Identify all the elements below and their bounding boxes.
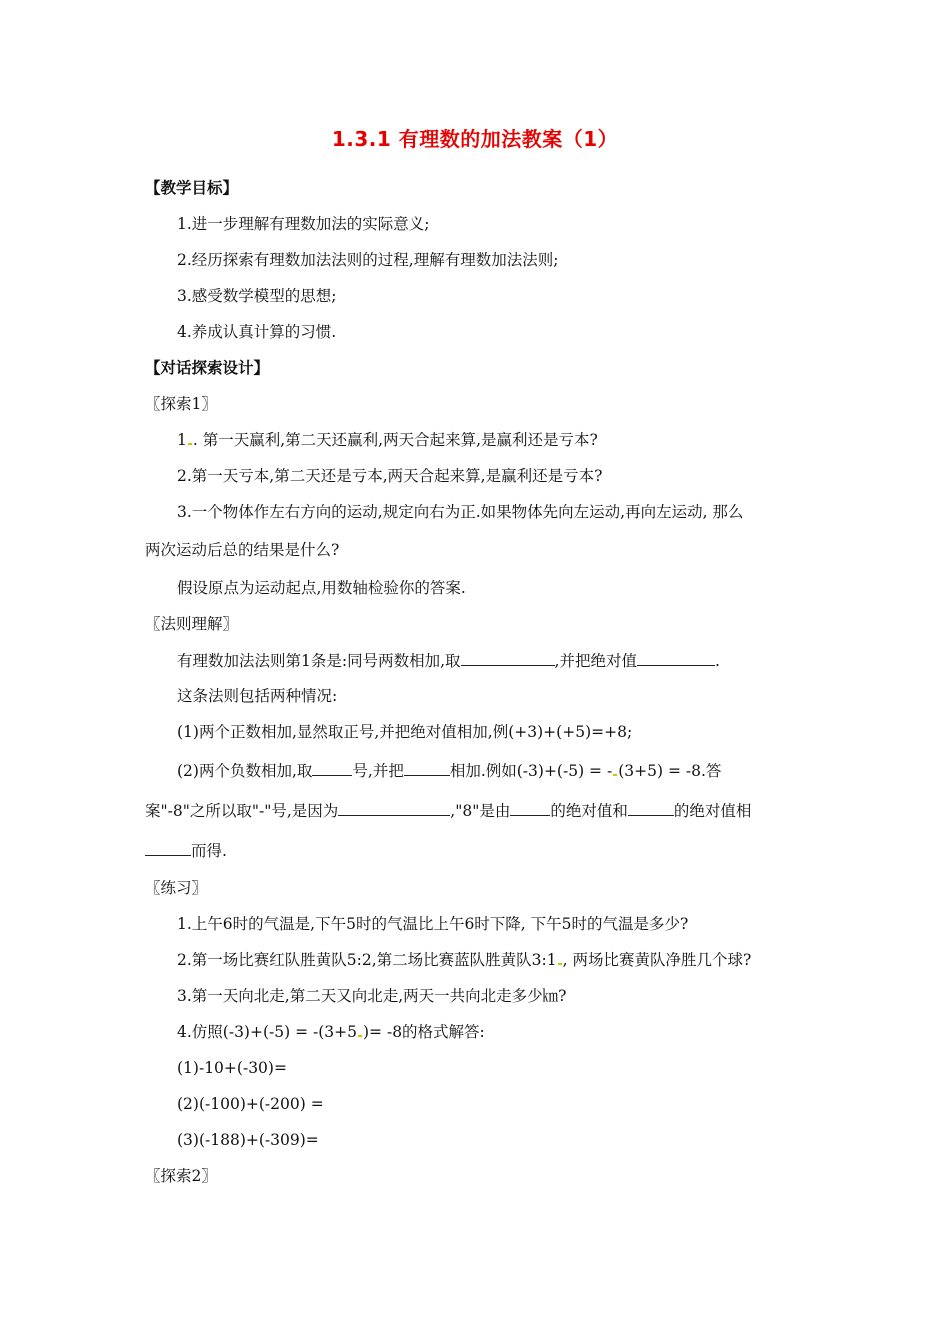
- practice-item-3: 3.第一天向北走,第二天又向北走,两天一共向北走多少㎞?: [177, 987, 567, 1005]
- exercise-3: (3)(-188)+(-309)=: [177, 1131, 319, 1149]
- case2-text-d: (3+5) = -8.答: [618, 762, 722, 780]
- objective-item-3: 3.感受数学模型的思想;: [177, 287, 337, 305]
- explore1-q1-number: 1: [177, 431, 187, 449]
- fill-blank: [637, 650, 715, 666]
- highlight-mark: [613, 774, 617, 776]
- fill-blank: [312, 760, 352, 776]
- explore2-heading: 〖探索2〗: [145, 1167, 217, 1185]
- practice-heading: 〖练习〗: [145, 879, 208, 897]
- fill-blank: [404, 760, 450, 776]
- fill-blank: [510, 800, 550, 816]
- practice-p2-a: 2.第一场比赛红队胜黄队5:2,第二场比赛蓝队胜黄队3:1: [177, 951, 557, 969]
- highlight-mark: [558, 963, 562, 965]
- fill-blank: [338, 800, 450, 816]
- highlight-mark: [358, 1035, 362, 1037]
- explore1-question-3-line1: 3.一个物体作左右方向的运动,规定向右为正.如果物体先向左运动,再向左运动, 那么: [177, 503, 744, 521]
- case2-text-a: (2)两个负数相加,取: [177, 762, 313, 780]
- rule-case-2-line1: [177, 760, 721, 781]
- fill-blank: [145, 840, 191, 856]
- rule-case-2-line3: [145, 840, 227, 861]
- rule-statement: [177, 650, 720, 671]
- case2-text-g: 的绝对值和: [550, 802, 628, 820]
- case2-text-h: 的绝对值相: [673, 802, 752, 820]
- practice-p4-a: 4.仿照(-3)+(-5) = -(3+5: [177, 1023, 357, 1041]
- practice-item-1: 1.上午6时的气温是,下午5时的气温比上午6时下降, 下午5时的气温是多少?: [177, 915, 689, 933]
- exercise-1: (1)-10+(-30)=: [177, 1059, 287, 1077]
- case2-text-b: 号,并把: [352, 762, 404, 780]
- case2-text-f: ,"8"是由: [450, 802, 511, 820]
- practice-item-2: [177, 950, 751, 970]
- rule-text-b: ,并把绝对值: [554, 652, 637, 670]
- explore1-hint: 假设原点为运动起点,用数轴检验你的答案.: [177, 579, 466, 597]
- explore1-heading: 〖探索1〗: [145, 395, 217, 413]
- rule-case-1: (1)两个正数相加,显然取正号,并把绝对值相加,例(+3)+(+5)=+8;: [177, 723, 633, 741]
- objective-item-2: 2.经历探索有理数加法法则的过程,理解有理数加法法则;: [177, 251, 559, 269]
- document-title: 1.3.1 有理数的加法教案（1）: [331, 127, 619, 151]
- case2-text-i: 而得.: [191, 842, 227, 860]
- explore1-question-2: 2.第一天亏本,第二天还是亏本,两天合起来算,是赢利还是亏本?: [177, 467, 603, 485]
- case2-text-c: 相加.例如(-3)+(-5) = -: [449, 762, 613, 780]
- design-heading: 【对话探索设计】: [145, 358, 270, 377]
- objective-item-1: 1.进一步理解有理数加法的实际意义;: [177, 215, 430, 233]
- explore1-question-3-line2: 两次运动后总的结果是什么?: [145, 541, 340, 559]
- explore1-question-1: [177, 430, 598, 450]
- rule-text-c: .: [714, 652, 720, 670]
- explore1-q1-text: . 第一天赢利,第二天还赢利,两天合起来算,是赢利还是亏本?: [192, 431, 598, 449]
- fill-blank: [628, 800, 674, 816]
- rule-cases-intro: 这条法则包括两种情况:: [177, 687, 338, 705]
- case2-text-e: 案"-8"之所以取"-"号,是因为: [145, 802, 339, 820]
- rule-heading: 〖法则理解〗: [145, 615, 239, 633]
- exercise-2: (2)(-100)+(-200) =: [177, 1095, 324, 1113]
- fill-blank: [461, 650, 555, 666]
- highlight-mark: [188, 443, 192, 445]
- rule-text-a: 有理数加法法则第1条是:同号两数相加,取: [177, 652, 461, 670]
- rule-case-2-line2: [145, 800, 751, 821]
- practice-item-4: [177, 1022, 485, 1042]
- objective-item-4: 4.养成认真计算的习惯.: [177, 323, 337, 341]
- objectives-heading: 【教学目标】: [145, 178, 239, 197]
- practice-p2-b: , 两场比赛黄队净胜几个球?: [562, 951, 752, 969]
- practice-p4-b: )= -8的格式解答:: [363, 1023, 485, 1041]
